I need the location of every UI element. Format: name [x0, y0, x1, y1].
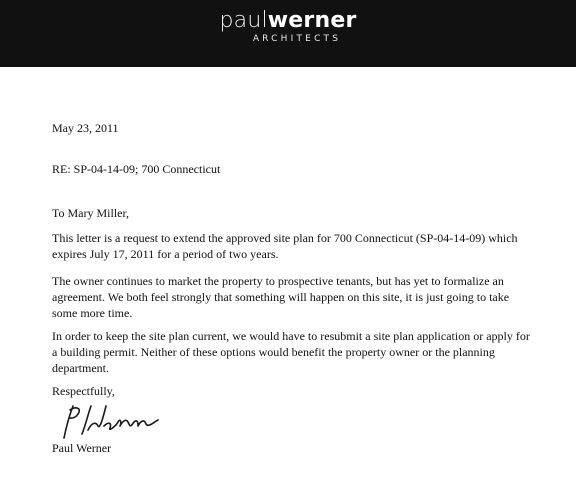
- re-line: RE: SP-04-14-09; 700 Connecticut: [52, 162, 221, 176]
- logo-wordmark: [0, 8, 576, 34]
- paragraph-request: This letter is a request to extend the approved site plan for 700 Connecticut (SP-04-14-09) which expires July 17, 2011 for a period of two years.: [52, 231, 518, 261]
- company-logo: [0, 8, 576, 44]
- logo-subtitle: ARCHITECTS: [252, 34, 342, 44]
- salutation: To Mary Miller,: [52, 206, 129, 220]
- letterhead-banner: [0, 0, 576, 67]
- logo-wordmark-bold: werner: [267, 8, 357, 33]
- paragraph-site-plan: In order to keep the site plan current, we would have to resubmit a site plan application or apply for a building permit. Neither of these options would benefit the property owner or the planning department.: [52, 329, 530, 375]
- paragraph-owner: The owner continues to market the property to prospective tenants, but has yet to formalize an agreement. We both feel strongly that something will happen on this site, it is just going to take some more time.: [52, 274, 510, 320]
- letter-date: May 23, 2011: [52, 121, 119, 135]
- logo-wordmark-light: paul: [219, 8, 268, 33]
- signer-name: Paul Werner: [52, 441, 112, 455]
- closing: Respectfully,: [52, 384, 115, 398]
